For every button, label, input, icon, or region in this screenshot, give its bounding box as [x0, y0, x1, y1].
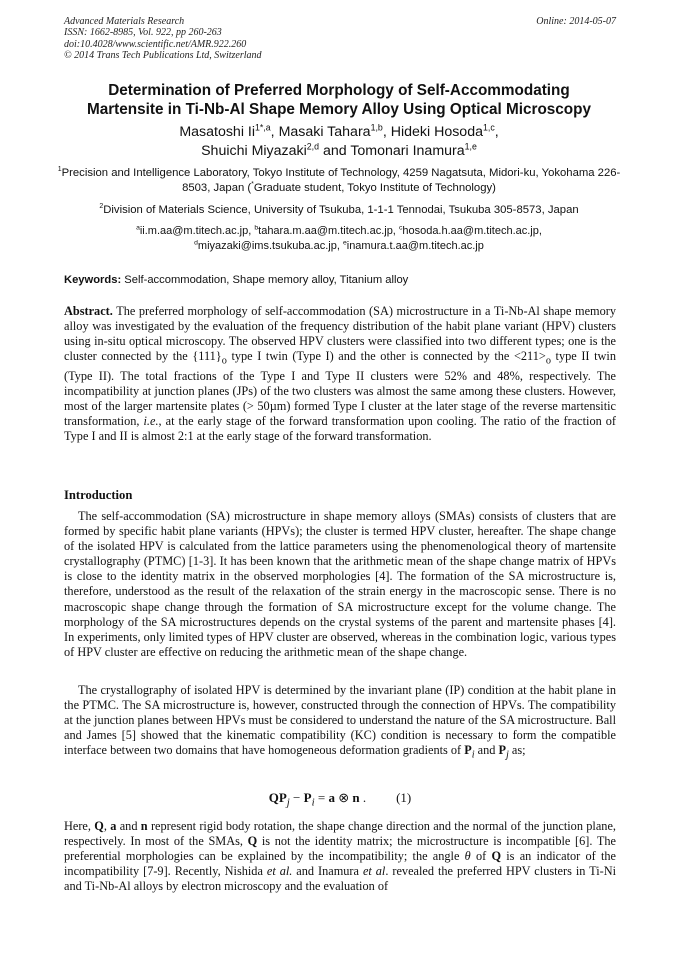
email-line-1 — [44, 224, 634, 239]
symbol: Q — [247, 834, 258, 849]
author-affil-sup: 1*,a — [255, 122, 271, 133]
symbol: θ — [464, 849, 471, 864]
abstract-ie: i.e. — [143, 414, 159, 429]
para-text: of — [470, 849, 492, 864]
author-name: Masatoshi Ii — [179, 124, 256, 140]
para-text: and — [474, 743, 499, 758]
abstract-text: type II twin (Type II). The total fractions of the Type I and Type II clusters were 52% and 48%, respectively. The incompatibility at junction planes (JPs) of the two clusters was almost the same among these clusters. However, most of the larger martensite plates (> 50µm) formed Type I cluster at the later stage of the reverse martensitic transformation, — [64, 349, 616, 429]
matrix-symbol: P — [498, 743, 506, 758]
author-sep: and — [319, 143, 351, 159]
journal-header — [64, 16, 616, 62]
email-link: tahara.m.aa@m.titech.ac.jp, — [258, 225, 399, 237]
journal-doi: doi:10.4028/www.scientific.net/AMR.922.260 — [64, 38, 247, 50]
eq-term: a — [328, 790, 335, 805]
para-text: Here, — [64, 819, 95, 833]
para-text: is an indicator of the incompatibility [7-9]. Recently, Nishida — [64, 849, 617, 879]
para-text: represent rigid body rotation, the shape change direction and the normal of the junction plane, respectively. In most of the SMAs, — [64, 819, 616, 849]
author-affil-sup: 1,c — [482, 122, 495, 133]
author-emails — [44, 224, 634, 253]
affiliation-1 — [44, 166, 634, 197]
author-line-2 — [40, 142, 638, 161]
eq-op: = — [314, 790, 329, 805]
para-text: , — [103, 819, 111, 833]
equation-1 — [64, 790, 616, 811]
eq-term: n — [352, 790, 360, 805]
affil-text: Division of Materials Science, University of Tsukuba, 1-1-1 Tennodai, Tsukuba 305-8573, Japan — [103, 204, 579, 216]
symbol: Q — [94, 819, 104, 833]
intro-paragraph-1: The self-accommodation (SA) microstructure in shape memory alloys (SMAs) consists of clusters that are formed by specific habit plane variants (HPVs); the cluster is termed HPV cluster, hereafter. The shape change of the isolated HPV is calculated from the lattice parameters using the phenomenological theory of martensite crystallography (PTMC) [1-3]. It has been known that the arithmetic mean of the shape change matrix of HPVs is close to the identity matrix in the observed morphologies [4]. The formation of the SA microstructure is, therefore, understood as the result of the relaxation of the strain energy in the macroscopic sense. There is no macroscopic shape change through the formation of SA microstructure except for the volume change. The morphology of the SA microstructures depends on the crystal systems of the parent and martensite phases [4]. In experiments, only limited types of HPV cluster are observed, whereas in the combination logic, various types of HPV cluster are effective on reducing the arithmetic mean of the shape change. — [64, 509, 616, 659]
author-list — [40, 123, 638, 161]
email-sup: d — [194, 238, 198, 246]
intro-paragraph-3 — [64, 819, 616, 894]
affiliation-2 — [44, 203, 634, 218]
symbol: n — [140, 819, 148, 833]
affil-end: Graduate student, Tokyo Institute of Technology) — [253, 182, 496, 195]
para-text: The crystallography of isolated HPV is determined by the invariant plane (IP) condition at the habit plane in the PTMC. The SA microstructure is, however, constructed through the connection of HPVs. The compatibility at the junction planes between HPVs must be considered to understand the nature of the SA microstructure. Ball and James [5] showed that the kinematic compatibility (KC) condition is necessary to form the compatible interface between two domains that have homogeneous deformation gradients of — [64, 683, 616, 758]
author-name: Shuichi Miyazaki — [201, 143, 307, 159]
abstract-sub: o — [221, 355, 227, 367]
affil-sup: 1 — [57, 166, 62, 174]
title-line-2: Martensite in Ti-Nb-Al Shape Memory Alloy Using Optical Microscopy — [86, 101, 592, 118]
email-sup: b — [254, 224, 259, 232]
eq-sub: j — [286, 796, 290, 809]
online-date: Online: 2014-05-07 — [536, 16, 616, 27]
author-name: Masaki Tahara — [278, 124, 371, 140]
symbol: a — [110, 819, 117, 833]
abstract-text: type I twin (Type I) and the other is connected by the <211> — [226, 349, 546, 364]
author-name: Hideki Hosoda — [390, 124, 483, 140]
email-link: miyazaki@ims.tsukuba.ac.jp, — [197, 239, 343, 252]
email-sup: e — [342, 238, 347, 246]
symbol: Q — [491, 849, 502, 864]
affil-star: * — [251, 181, 254, 189]
journal-name: Advanced Materials Research — [64, 16, 185, 27]
et-al: et al. — [266, 864, 293, 879]
journal-issn: ISSN: 1662-8985, Vol. 922, pp 260-263 — [64, 27, 222, 39]
keywords-text: Self-accommodation, Shape memory alloy, Titanium alloy — [121, 274, 409, 286]
affil-sup: 2 — [99, 203, 104, 211]
author-sep: , — [494, 124, 499, 140]
author-affil-sup: 1,b — [370, 122, 383, 133]
email-link: hosoda.h.aa@m.titech.ac.jp, — [402, 225, 542, 237]
author-sep: , — [270, 124, 279, 140]
equation-number: (1) — [396, 790, 412, 805]
email-sup: a — [136, 224, 140, 232]
para-text: and Inamura — [292, 864, 363, 879]
abstract-text: The preferred morphology of self-accommodation (SA) microstructure in a Ti-Nb-Al shape memory alloy was investigated by the evaluation of the frequency distribution of the habit plane variant (HPV) clusters using in-situ optical microscopy. The observed HPV clusters were classified into two different types; one is the cluster connected by the {111} — [64, 304, 616, 364]
matrix-sub: i — [471, 749, 475, 761]
eq-op: ⊗ — [334, 790, 353, 805]
keywords-label: Keywords: — [64, 274, 122, 286]
paper-title — [40, 81, 638, 119]
author-affil-sup: 1,e — [464, 141, 477, 152]
email-link: ii.m.aa@m.titech.ac.jp, — [139, 225, 255, 237]
section-heading-introduction: Introduction — [64, 488, 133, 502]
email-link: inamura.t.aa@m.titech.ac.jp — [346, 239, 484, 252]
author-line-1 — [40, 123, 638, 142]
eq-op: . — [359, 790, 367, 805]
eq-sub: i — [311, 796, 315, 809]
abstract — [64, 304, 616, 444]
eq-term: QP — [268, 790, 287, 805]
para-text: . revealed the preferred HPV clusters in Ti-Ni and Ti-Nb-Al alloys by electron microscopy and the evaluation of — [64, 864, 617, 894]
title-line-1: Determination of Preferred Morphology of Self-Accommodating — [108, 82, 570, 99]
et-al: et al — [362, 864, 386, 879]
author-affil-sup: 2,d — [306, 141, 319, 152]
journal-copyright: © 2014 Trans Tech Publications Ltd, Switzerland — [64, 50, 262, 62]
abstract-label: Abstract. — [64, 304, 113, 318]
abstract-text: , at the early stage of the forward transformation upon cooling. The ratio of the fraction of Type I and II is almost 2:1 at the early stage of the forward transformation. — [64, 414, 617, 444]
eq-term: P — [303, 790, 312, 805]
eq-op: − — [289, 790, 304, 805]
author-name: Tomonari Inamura — [350, 143, 465, 159]
para-text: and — [116, 819, 141, 833]
abstract-sub: o — [545, 355, 551, 367]
para-text: is not the identity matrix; the microstructure is incompatible [6]. The preferential morphologies can be explained by the incompatibility; the angle — [64, 834, 616, 864]
intro-paragraph-2 — [64, 683, 616, 763]
matrix-symbol: P — [464, 743, 472, 758]
para-text: as; — [508, 743, 526, 758]
author-sep: , — [382, 124, 391, 140]
keywords — [64, 273, 616, 288]
email-sup: c — [398, 224, 403, 232]
matrix-sub: j — [506, 749, 509, 761]
email-line-2 — [44, 239, 634, 254]
affil-text: Precision and Intelligence Laboratory, Tokyo Institute of Technology, 4259 Nagatsuta, Midori-ku, Yokohama 226-8503, Japan ( — [61, 167, 621, 195]
